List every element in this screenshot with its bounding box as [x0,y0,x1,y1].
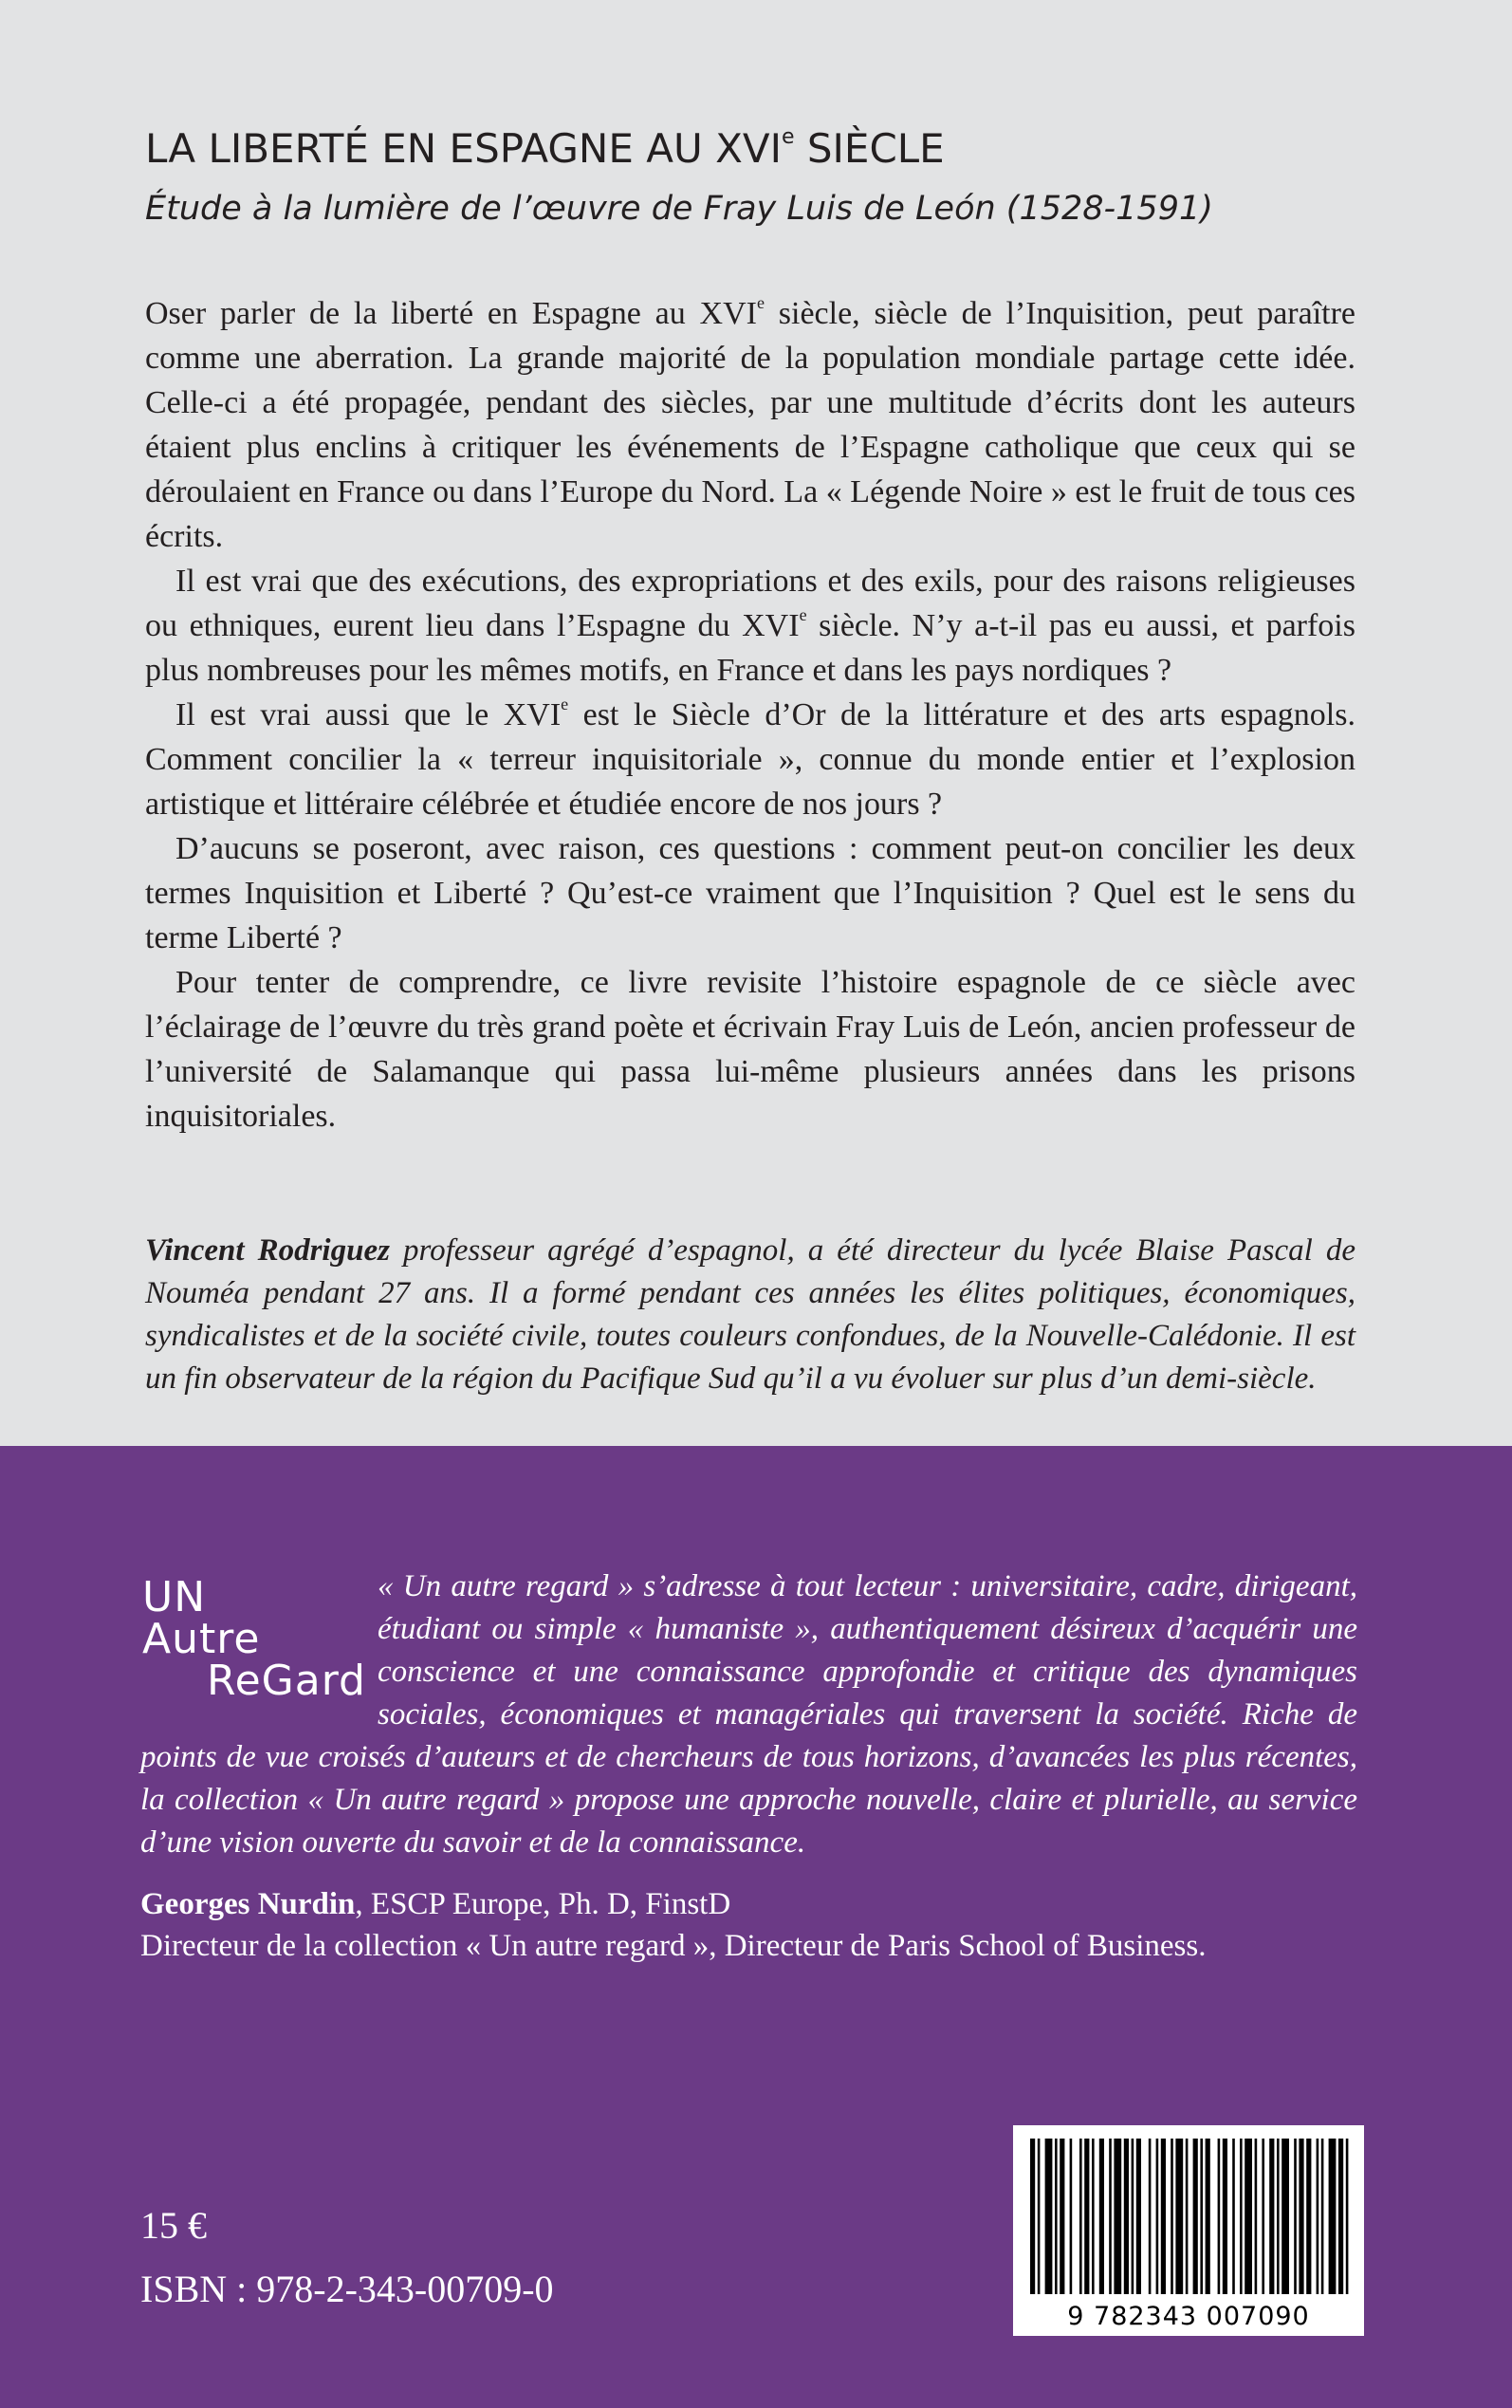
director-name: Georges Nurdin [140,1887,356,1921]
barcode-bar [1055,2139,1058,2294]
blurb-paragraph-5: Pour tenter de comprendre, ce livre revisite l’histoire espagnole de ce siècle avec l’éclairage de l’œuvre du très grand poète et écrivain Fray Luis de León, ancien professeur de l’université de Salamanque qui passa lui-même plusieurs années dans les prisons inquisitoriales. [145,965,1355,1134]
barcode-bar [1045,2139,1053,2294]
barcode-bar [1161,2139,1166,2294]
blurb-paragraph-4: D’aucuns se poseront, avec raison, ces questions : comment peut-on concilier les deux termes Inquisition et Liberté ? Qu’est-ce vraiment que l’Inquisition ? Quel est le sens du terme Liberté ? [145,831,1355,955]
barcode-bar [1084,2139,1089,2294]
barcode-bar [1245,2139,1252,2294]
barcode-bar [1079,2139,1082,2294]
barcode-bar [1193,2139,1198,2294]
barcode-bar [1269,2139,1274,2294]
barcode-bar [1232,2139,1235,2294]
author-name: Vincent Rodriguez [145,1233,390,1268]
book-subtitle: Étude à la lumière de l’œuvre de Fray Luis de León (1528-1591) [145,190,1213,228]
barcode-bar [1124,2139,1129,2294]
collection-description: « Un autre regard » s’adresse à tout lecteur : universitaire, cadre, dirigeant, étudiant ou simple « humaniste », authentiquement désireux d’acquérir une conscience et une connaissance approfondie et critique des dynamiques sociales, économiques et managériales qui traversent la société. Riche de points de vue croisés d’auteurs et de chercheurs de tous horizons, d’avancées les plus récentes, la collection « Un autre regard » propose une approche nouvelle, claire et plurielle, au service d’une vision ouverte du savoir et de la connaissance. [140,1569,1357,1860]
barcode-bar [1149,2139,1152,2294]
isbn: ISBN : 978-2-343-00709-0 [140,2268,554,2310]
barcode-image [1013,2125,1364,2336]
barcode-bar [1171,2139,1173,2294]
collection-director: Georges Nurdin, ESCP Europe, Ph. D, FinstD Directeur de la collection « Un autre regard », Directeur de Paris School of Business. [140,1883,1374,1967]
barcode [1013,2125,1364,2336]
barcode-bar [1114,2139,1121,2294]
director-role: Directeur de la collection « Un autre regard », Directeur de Paris School of Business. [140,1929,1207,1963]
barcode-bar [1175,2139,1183,2294]
barcode-bar [1277,2139,1280,2294]
barcode-bar [1299,2139,1303,2294]
barcode-bar [1346,2139,1349,2294]
barcode-bar [1255,2139,1258,2294]
barcode-bar [1132,2139,1134,2294]
barcode-bar [1200,2139,1203,2294]
barcode-bar [1240,2139,1243,2294]
barcode-bar [1294,2139,1297,2294]
collection-logo: UN Autre ReGard [142,1573,366,1705]
barcode-bar [1070,2139,1073,2294]
barcode-bar [1156,2139,1159,2294]
barcode-bar [1060,2139,1064,2294]
blurb-paragraph-2: Il est vrai que des exécutions, des expropriations et des exils, pour des raisons religieuses ou ethniques, eurent lieu dans l’Espagne du XVIe siècle. N’y a-t-il pas eu aussi, et parfois plus nombreuses pour les mêmes motifs, en France et dans les pays nordiques ? [145,564,1355,688]
barcode-bar [1030,2139,1035,2294]
barcode-bar [1186,2139,1189,2294]
barcode-bar [1099,2139,1104,2294]
barcode-bar [1329,2139,1337,2294]
barcode-bar [1223,2139,1227,2294]
barcode-digits: 9 782343 007090 [1067,2302,1310,2331]
barcode-bar [1109,2139,1112,2294]
book-title: LA LIBERTÉ EN ESPAGNE AU XVIe SIÈCLE [145,125,945,172]
barcode-bar [1136,2139,1141,2294]
barcode-bar [1338,2139,1343,2294]
author-bio: Vincent Rodriguez professeur agrégé d’espagnol, a été directeur du lycée Blaise Pascal de Nouméa pendant 27 ans. Il a formé pendant ces années les élites politiques, économiques, syndicalistes et de la société civile, toutes couleurs confondues, de la Nouvelle-Calédonie. Il est un fin observateur de la région du Pacifique Sud qu’il a vu évoluer sur plus d’un demi-siècle. [145,1233,1355,1396]
barcode-bar [1262,2139,1264,2294]
barcode-bar [1321,2139,1324,2294]
blurb-paragraph-1: Oser parler de la liberté en Espagne au XVIe siècle, siècle de l’Inquisition, peut paraître comme une aberration. La grande majorité de la population mondiale partage cette idée. Celle-ci a été propagée, pendant des siècles, par une multitude d’écrits dont les auteurs étaient plus enclins à critiquer les événements de l’Espagne catholique que ceux qui se déroulaient en France ou dans l’Europe du Nord. La « Légende Noire » est le fruit de tous ces écrits. [145,293,1356,554]
blurb [145,291,1355,1139]
blurb-paragraph-3: Il est vrai aussi que le XVIe est le Siècle d’Or de la littérature et des arts espagnols. Comment concilier la « terreur inquisitoriale », connue du monde entier et l’explosion artistique et littéraire célébrée et étudiée encore de nos jours ? [145,695,1355,822]
barcode-bar [1218,2139,1221,2294]
lower-section [0,1446,1512,2408]
barcode-bar [1282,2139,1289,2294]
barcode-bar [1306,2139,1311,2294]
barcode-bar [1038,2139,1041,2294]
barcode-bar [1317,2139,1319,2294]
price: 15 € [140,2204,207,2247]
barcode-bar [1092,2139,1095,2294]
barcode-bar [1206,2139,1210,2294]
